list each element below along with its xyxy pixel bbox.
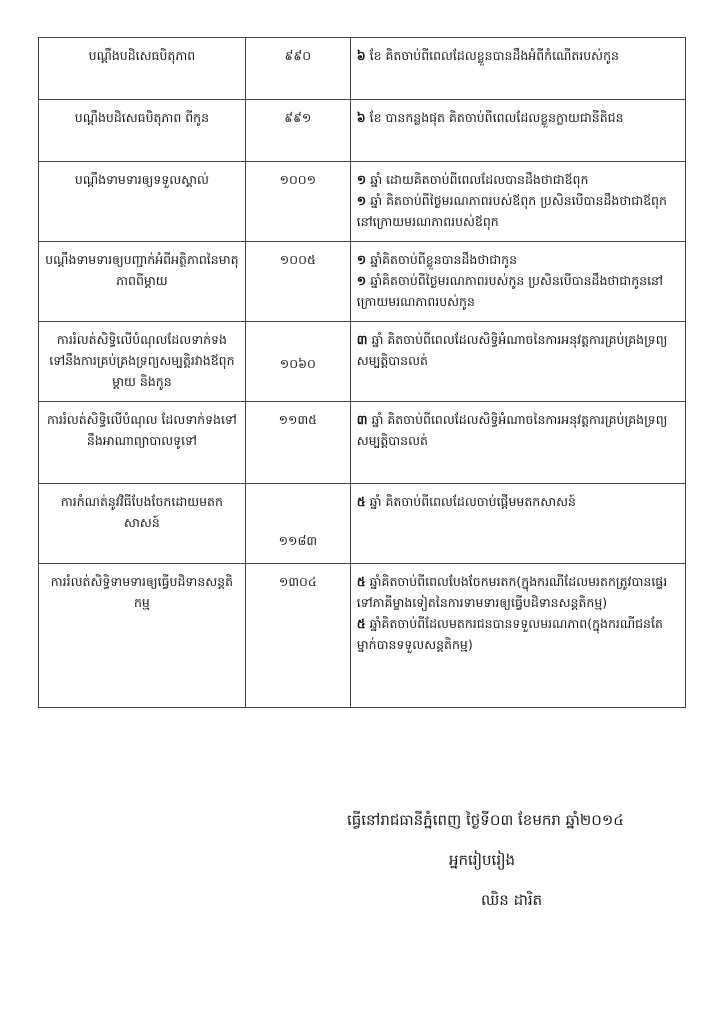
limit-number: ៥ — [356, 494, 366, 509]
limit-entry — [357, 249, 679, 270]
limit-text: ឆ្នាំគិតចាប់ពីពេលបែងចែកមរតក(ក្នុងករណីដែលមរតកត្រូវបានផ្ទេរទៅភាគីម្ខាងទៀតនៃការទាមទារឲ្យធ្វើបដិទានសន្តតិកម្ម) — [356, 574, 668, 610]
table-row — [39, 162, 686, 242]
matter-cell: បណ្ដឹងបដិសេធបិតុភាព — [39, 38, 246, 100]
matter-cell: បណ្ដឹងទាមទារឲ្យទទួលស្គាល់ — [39, 162, 246, 242]
preparer-role: អ្នករៀបរៀង — [449, 851, 516, 869]
limit-number: ៥ — [356, 574, 366, 589]
limit-entry — [357, 491, 679, 512]
matter-cell: បណ្ដឹងទាមទារឲ្យបញ្ជាក់អំពីអត្ថិភាពនៃមាតុភាពពីម្ដាយ — [39, 242, 246, 322]
limit-entry — [357, 270, 679, 312]
matter-cell: ការកំណត់នូវវិធីបែងចែកដោយមតកសាសន៍ — [39, 484, 246, 564]
limit-text: ខែ បានកន្លងផុត គិតចាប់ពីពេលដែលខ្លួនក្លាយជានីតិជន — [369, 110, 624, 125]
article-cell: ១០០៥ — [245, 242, 350, 322]
limit-entry — [357, 329, 679, 371]
limit-text: ឆ្នាំ គិតចាប់ពីពេលដែលចាប់ផ្ដើមមតកសាសន៍ — [369, 494, 576, 509]
article-cell: ៩៩១ — [245, 100, 350, 162]
table-row — [39, 402, 686, 484]
limit-cell — [350, 100, 685, 162]
article-cell: ១១៨៣ — [245, 484, 350, 564]
limit-cell — [350, 564, 685, 708]
limit-number: ៥ — [356, 616, 366, 631]
limit-text: ឆ្នាំគិតចាប់ពីខ្លួនបានដឹងថាជាកូន — [370, 252, 518, 267]
limit-cell — [350, 38, 685, 100]
limit-entry — [357, 409, 679, 451]
limit-text: ឆ្នាំគិតចាប់ពីដែលមតករជនបានទទួលមរណភាព(ក្នុងករណីជនតែម្នាក់បានទទួលសន្តតិកម្ម) — [356, 616, 663, 652]
limit-entry — [357, 107, 679, 128]
table-row — [39, 100, 686, 162]
preparer-name: ឈិន ដារិត — [481, 891, 543, 909]
limit-text: ឆ្នាំ គិតចាប់ពីពេលដែលសិទ្ធិអំណាចនៃការអនុវត្តការគ្រប់គ្រងទ្រព្យសម្បត្តិបានលត់ — [356, 412, 668, 448]
limit-text: ឆ្នាំគិតចាប់ពីថ្ងៃមរណភាពរបស់កូន ប្រសិនបើបានដឹងថាជាកូននៅក្រោយមរណភាពរបស់កូន — [356, 273, 663, 309]
limit-entry — [357, 169, 679, 190]
signing-place-date: ធ្វើនៅរាជធានីភ្នំពេញ ថ្ងៃទី០៣ ខែមករា ឆ្នាំ២០១៤ — [347, 811, 624, 829]
limit-number: ១ — [356, 273, 367, 288]
table-row — [39, 564, 686, 708]
limit-number: ៦ — [356, 110, 366, 125]
limit-text: ខែ គិតចាប់ពីពេលដែលខ្លួនបានដឹងអំពីកំណើតរបស់កូន — [369, 48, 619, 63]
limit-text: ឆ្នាំ ដោយគិតចាប់ពីពេលដែលបានដឹងថាជាឪពុក — [370, 172, 589, 187]
article-cell: ១១៣៥ — [245, 402, 350, 484]
limit-cell — [350, 242, 685, 322]
limit-cell — [350, 402, 685, 484]
matter-cell: បណ្ដឹងបដិសេធបិតុភាព ពីកូន — [39, 100, 246, 162]
limit-number: ៣ — [356, 412, 368, 427]
article-cell: ១៣០៤ — [245, 564, 350, 708]
limit-entry — [357, 613, 679, 655]
table-row — [39, 38, 686, 100]
limit-number: ១ — [356, 252, 367, 267]
article-cell: ១០០១ — [245, 162, 350, 242]
limit-number: ៦ — [356, 48, 366, 63]
limit-cell — [350, 322, 685, 402]
limit-entry — [357, 45, 679, 66]
limitation-periods-table — [38, 37, 686, 708]
table-row — [39, 322, 686, 402]
limit-text: ឆ្នាំ គិតចាប់ពីថ្ងៃមរណភាពរបស់ឪពុក ប្រសិនបើបានដឹងថាជាឪពុកនៅក្រោយមរណភាពរបស់ឪពុក — [356, 193, 667, 229]
table-row — [39, 242, 686, 322]
limit-cell — [350, 162, 685, 242]
limit-cell — [350, 484, 685, 564]
limit-entry — [357, 190, 679, 232]
limit-number: ៣ — [356, 332, 368, 347]
limit-number: ១ — [356, 193, 367, 208]
limit-number: ១ — [356, 172, 367, 187]
table-row — [39, 484, 686, 564]
limit-entry — [357, 571, 679, 613]
article-cell: ១០៦០ — [245, 322, 350, 402]
article-cell: ៩៩០ — [245, 38, 350, 100]
limit-text: ឆ្នាំ គិតចាប់ពីពេលដែលសិទ្ធិអំណាចនៃការអនុវត្តការគ្រប់គ្រងទ្រព្យសម្បត្តិបានលត់ — [356, 332, 668, 368]
matter-cell: ការរំលត់សិទ្ធិលើបំណុល ដែលទាក់ទងទៅ នឹងអាណាព្យាបាលទូទៅ — [39, 402, 246, 484]
matter-cell: ការរំលត់សិទ្ធិលើបំណុលដែលទាក់ទងទៅនឹងការគ្រប់គ្រងទ្រព្យសម្បត្តិរវាងឪពុកម្ដាយ និងកូន — [39, 322, 246, 402]
matter-cell: ការរំលត់សិទ្ធិទាមទារឲ្យធ្វើបដិទានសន្តតិកម្ម — [39, 564, 246, 708]
